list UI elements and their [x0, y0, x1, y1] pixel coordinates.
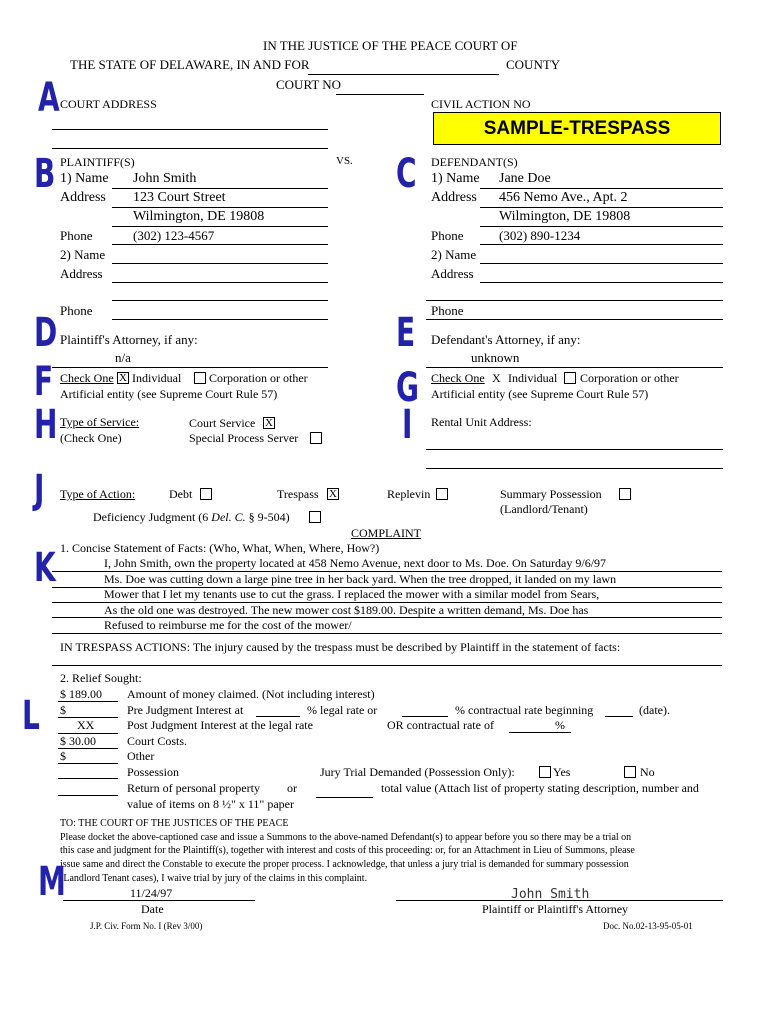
jury-no-label: No [640, 765, 655, 779]
defendant-phone-rule [480, 244, 723, 245]
landlord-tenant-label: (Landlord/Tenant) [500, 502, 588, 516]
defendant-heading: DEFENDANT(S) [431, 155, 518, 169]
court-address-line1 [52, 129, 328, 130]
defendant-name1-rule [480, 188, 723, 189]
trespass-checkbox[interactable]: X [327, 488, 339, 500]
plaintiff-name1-line [112, 188, 328, 189]
section-letter-l: L [22, 693, 40, 739]
post-judgment-label: Post Judgment Interest at the legal rate [127, 718, 313, 732]
court-no-label: COURT NO [276, 77, 342, 92]
plaintiff-individual-label: Individual [132, 371, 182, 385]
plaintiff-phone: (302) 123-4567 [133, 228, 215, 243]
plaintiff-phone2-label: Phone [60, 303, 93, 318]
date-rule [63, 900, 255, 901]
jury-no-checkbox[interactable] [624, 766, 636, 778]
deficiency-judgment-label [93, 510, 290, 525]
closing-line-3: issue same and direct the Constable to execute the proper process. I acknowledge, that unless a jury trial is demanded for summary possession [60, 859, 629, 870]
deficiency-judgment-checkbox[interactable] [309, 511, 321, 523]
type-of-action-label: Type of Action: [60, 487, 136, 501]
defendant-address-label: Address [431, 190, 477, 205]
plaintiff-address-line2-rule [112, 226, 328, 227]
special-process-checkbox[interactable] [310, 432, 322, 444]
plaintiff-signature: John Smith [511, 887, 590, 902]
court-title-line1: IN THE JUSTICE OF THE PEACE COURT OF [263, 38, 518, 53]
court-costs-value: $ 30.00 [60, 734, 96, 748]
deficiency-prefix: Deficiency Judgment (6 [93, 510, 209, 524]
section-letter-a: A [38, 75, 60, 121]
defendant-name1: Jane Doe [499, 171, 551, 186]
section-letter-m: M [38, 859, 66, 905]
date-value: 11/24/97 [130, 886, 173, 900]
pre-contract-label: % contractual rate beginning [455, 703, 594, 717]
defendant-check-one: Check One [431, 371, 485, 385]
sample-banner: SAMPLE-TRESPASS [433, 112, 721, 145]
trespass-note: IN TRESPASS ACTIONS: The injury caused by the trespass must be described by Plaintiff in the statement of facts: [60, 640, 621, 654]
total-value-blank [316, 797, 373, 798]
section-letter-k: K [34, 545, 56, 591]
plaintiff-phone-rule [112, 244, 328, 245]
return-property-rule [58, 795, 118, 796]
rental-unit-rule2 [426, 468, 723, 469]
court-costs-rule [58, 748, 118, 749]
plaintiff-attorney-rule [52, 367, 328, 368]
defendant-attorney-rule [426, 367, 723, 368]
defendant-name2-rule [480, 263, 723, 264]
debt-label: Debt [169, 487, 193, 501]
possession-rule [58, 778, 118, 779]
defendant-artificial-entity: Artificial entity (see Supreme Court Rule 57) [431, 387, 649, 401]
return-property-or: or [287, 781, 297, 795]
defendant-name2-label: 2) Name [431, 247, 477, 262]
closing-line-4: (Landlord Tenant cases), I waive trial by jury of the claims in this complaint. [60, 873, 368, 884]
deficiency-statute: Del. C. [211, 510, 246, 524]
plaintiff-phone2-rule [112, 319, 328, 320]
pre-date-label: (date). [639, 703, 670, 717]
facts-heading: 1. Concise Statement of Facts: (Who, What, When, Where, How?) [60, 541, 380, 555]
relief-heading: 2. Relief Sought: [60, 671, 142, 685]
deficiency-section: § 9-504) [248, 510, 290, 524]
pre-contract-blank [402, 716, 448, 717]
facts-rule-5 [52, 633, 722, 634]
court-address-line2 [52, 148, 328, 149]
defendant-address-line2-rule [480, 226, 723, 227]
jury-yes-label: Yes [553, 765, 571, 779]
plaintiff-corporation-checkbox[interactable] [194, 372, 206, 384]
versus-label: VS. [336, 155, 353, 167]
facts-line-1: I, John Smith, own the property located at 458 Nemo Avenue, next door to Ms. Doe. On Saturday 9/6/97 [104, 556, 607, 570]
value-items-label: value of items on 8 ½" x 11" paper [127, 797, 294, 811]
defendant-attorney: unknown [471, 350, 520, 365]
trespass-label: Trespass [277, 487, 319, 501]
defendant-address-line1-rule [480, 207, 723, 208]
trespass-rule [52, 665, 722, 666]
defendant-address2-label: Address [431, 266, 474, 281]
defendant-attorney-label: Defendant's Attorney, if any: [431, 332, 581, 347]
defendant-corporation-label: Corporation or other [580, 371, 679, 385]
facts-line-5: Refused to reimburse me for the cost of the mower/ [104, 618, 352, 632]
plaintiff-attorney-label: Plaintiff's Attorney, if any: [60, 332, 198, 347]
facts-line-2: Ms. Doe was cutting down a large pine tree in her back yard. When the tree dropped, it landed on my lawn [104, 572, 617, 586]
defendant-phone: (302) 890-1234 [499, 228, 581, 243]
defendant-address-line1: 456 Nemo Ave., Apt. 2 [499, 190, 628, 205]
plaintiff-attorney: n/a [115, 350, 131, 365]
closing-line-2: this case and judgment for the Plaintiff(s), together with interest and costs of this proceeding: or, for an Attachment in Lieu of Summons, please [60, 845, 635, 856]
court-address-label: COURT ADDRESS [60, 97, 157, 111]
defendant-phone2-label: Phone [431, 303, 464, 318]
defendant-phone-label: Phone [431, 228, 464, 243]
date-label: Date [141, 902, 164, 916]
plaintiff-corporation-label: Corporation or other [209, 371, 308, 385]
section-letter-i: I [402, 402, 413, 448]
summary-possession-checkbox[interactable] [619, 488, 631, 500]
plaintiff-artificial-entity: Artificial entity (see Supreme Court Rule 57) [60, 387, 278, 401]
defendant-phone2-rule [426, 319, 723, 320]
other-value: $ [60, 749, 66, 763]
jury-yes-checkbox[interactable] [539, 766, 551, 778]
complaint-title: COMPLAINT [351, 526, 422, 540]
document-number: Doc. No.02-13-95-05-01 [603, 921, 693, 931]
section-letter-b: B [34, 151, 56, 197]
post-judgment-value: XX [77, 718, 95, 732]
closing-line-1: Please docket the above-captioned case and issue a Summons to the above-named Defendant(s) to appear before you so there may be a trial on [60, 832, 632, 843]
section-letter-j: J [34, 467, 45, 513]
amount-rule [58, 701, 118, 702]
amount-label: Amount of money claimed. (Not including interest) [127, 687, 375, 701]
county-line [308, 74, 499, 75]
court-service-label: Court Service [189, 416, 256, 430]
special-process-label: Special Process Server [189, 431, 299, 445]
closing-to: TO: THE COURT OF THE JUSTICES OF THE PEACE [60, 818, 289, 829]
replevin-label: Replevin [387, 487, 431, 501]
plaintiff-address-line1: 123 Court Street [133, 190, 226, 205]
plaintiff-address2-rule1 [112, 282, 328, 283]
facts-line-4: As the old one was destroyed. The new mower cost $189.00. Despite a written demand, Ms. Doe has [104, 603, 589, 617]
section-letter-d: D [34, 310, 58, 356]
court-costs-label: Court Costs. [127, 734, 188, 748]
pre-date-blank [605, 716, 633, 717]
possession-label: Possession [127, 765, 180, 779]
plaintiff-name1: John Smith [133, 171, 197, 186]
plaintiff-check-one: Check One [60, 371, 114, 385]
signature-rule [396, 900, 723, 901]
pre-legal-blank [256, 716, 300, 717]
signature-label: Plaintiff or Plaintiff's Attorney [482, 902, 629, 916]
court-service-checkbox[interactable]: X [263, 417, 275, 429]
section-letter-e: E [396, 310, 416, 356]
post-contract-label: OR contractual rate of [387, 718, 494, 732]
defendant-corporation-checkbox[interactable] [564, 372, 576, 384]
civil-action-label: CIVIL ACTION NO [431, 97, 531, 111]
defendant-address-line2: Wilmington, DE 19808 [499, 209, 631, 224]
section-letter-h: H [34, 402, 58, 448]
debt-checkbox[interactable] [200, 488, 212, 500]
plaintiff-name2-label: 2) Name [60, 247, 106, 262]
plaintiff-address2-rule2 [112, 300, 328, 301]
county-label: COUNTY [506, 57, 561, 72]
plaintiff-address-line1-rule [112, 207, 328, 208]
section-letter-c: C [396, 151, 417, 197]
summary-possession-label: Summary Possession [500, 487, 602, 501]
facts-line-3: Mower that I let my tenants use to cut the grass. I replaced the mower with a similar model from Sears, [104, 587, 600, 601]
amount-value: $ 189.00 [60, 687, 102, 701]
court-title-line2: THE STATE OF DELAWARE, IN AND FOR [70, 57, 310, 72]
pre-legal-label: % legal rate or [307, 703, 378, 717]
section-letter-f: F [34, 359, 54, 405]
court-no-line [336, 94, 424, 95]
jury-trial-label: Jury Trial Demanded (Possession Only): [320, 765, 515, 779]
section-letter-g: G [396, 365, 419, 411]
plaintiff-name2-rule [112, 263, 328, 264]
plaintiff-individual-checkbox[interactable]: X [117, 372, 129, 384]
pre-judgment-value: $ [60, 703, 66, 717]
defendant-individual-label: Individual [508, 371, 558, 385]
rental-unit-label: Rental Unit Address: [431, 415, 532, 429]
defendant-name1-label: 1) Name [431, 171, 480, 186]
form-number: J.P. Civ. Form No. I (Rev 3/00) [90, 921, 203, 931]
return-property-label: Return of personal property [127, 781, 260, 795]
defendant-address2-rule1 [480, 282, 723, 283]
total-value-label: total value (Attach list of property stating description, number and [381, 781, 699, 795]
plaintiff-address2-label: Address [60, 266, 103, 281]
plaintiff-heading: PLAINTIFF(S) [60, 155, 135, 169]
defendant-individual-mark[interactable]: X [492, 371, 501, 385]
type-of-service-label: Type of Service: [60, 415, 140, 429]
pre-judgment-label: Pre Judgment Interest at [127, 703, 244, 717]
plaintiff-name1-label: 1) Name [60, 171, 109, 186]
post-contract-percent: % [555, 718, 565, 732]
plaintiff-phone-label: Phone [60, 228, 93, 243]
other-rule [58, 763, 118, 764]
rental-unit-rule1 [426, 449, 723, 450]
service-check-one: (Check One) [60, 431, 122, 445]
other-label: Other [127, 749, 155, 763]
defendant-address2-rule2 [426, 300, 723, 301]
plaintiff-address-line2: Wilmington, DE 19808 [133, 209, 265, 224]
replevin-checkbox[interactable] [436, 488, 448, 500]
plaintiff-address-label: Address [60, 190, 106, 205]
